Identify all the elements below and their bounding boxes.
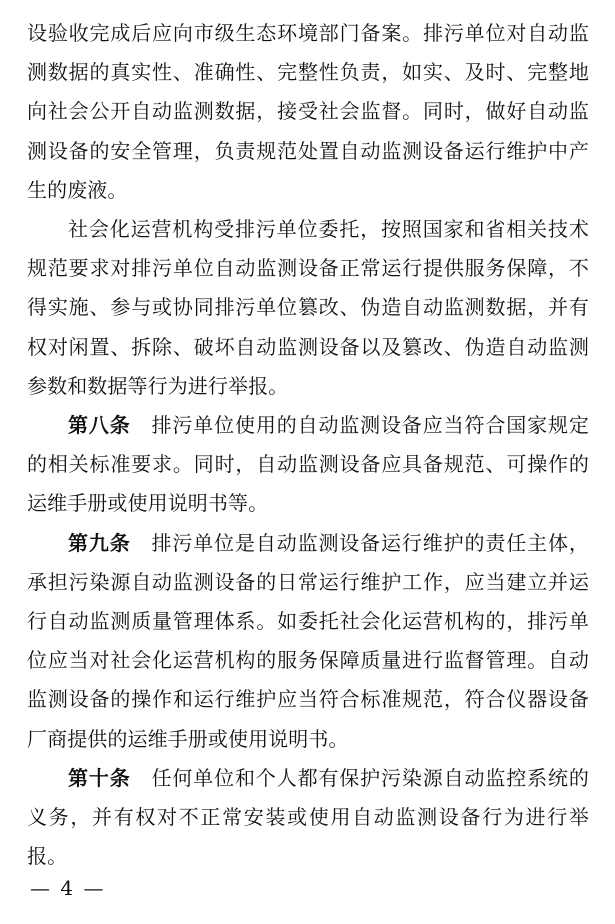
article-heading: 第九条 — [68, 530, 131, 555]
paragraph-text: 排污单位使用的自动监测设备应当符合国家规定的相关标准要求。同时，自动监测设备应具备规范、可操作的运维手册或使用说明书等。 — [27, 413, 589, 516]
article-8 — [27, 406, 589, 524]
article-10 — [27, 759, 589, 877]
article-9 — [27, 524, 589, 759]
article-heading: 第十条 — [68, 765, 131, 790]
paragraph-text: 排污单位是自动监测设备运行维护的责任主体，承担污染源自动监测设备的日常运行维护工作，应当建立并运行自动监测质量管理体系。如委托社会化运营机构的，排污单位应当对社会化运营机构的服务保障质量进行监督管理。自动监测设备的操作和运行维护应当符合标准规范，符合仪器设备厂商提供的运维手册或使用说明书。 — [27, 530, 589, 751]
paragraph-text: 社会化运营机构受排污单位委托，按照国家和省相关技术规范要求对排污单位自动监测设备正常运行提供服务保障，不得实施、参与或协同排污单位篡改、伪造自动监测数据，并有权对闲置、拆除、破坏自动监测设备以及篡改、伪造自动监测参数和数据等行为进行举报。 — [27, 217, 589, 398]
document-page — [27, 14, 589, 876]
paragraph-operator-duties — [27, 210, 589, 406]
paragraph-text: 任何单位和个人都有保护污染源自动监控系统的义务，并有权对不正常安装或使用自动监测设备行为进行举报。 — [27, 765, 589, 869]
paragraph-continuation — [27, 14, 589, 210]
paragraph-text: 设验收完成后应向市级生态环境部门备案。排污单位对自动监测数据的真实性、准确性、完整性负责，如实、及时、完整地向社会公开自动监测数据，接受社会监督。同时，做好自动监测设备的安全管理，负责规范处置自动监测设备运行维护中产生的废液。 — [27, 21, 589, 202]
article-heading: 第八条 — [68, 413, 131, 438]
page-number: — 4 — — [30, 876, 106, 900]
